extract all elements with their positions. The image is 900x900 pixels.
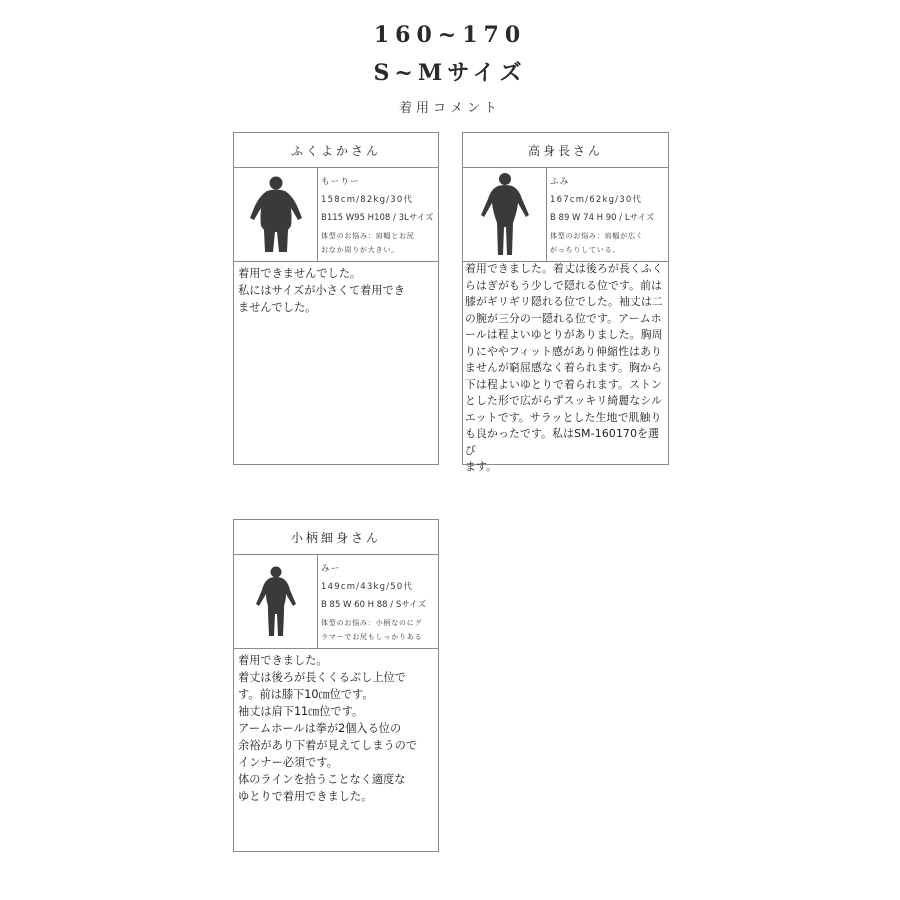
wear-comment: 着用できました。着丈は後ろが長くふく らはぎがもう少しで隠れる位です。前は 膝がギリギリ隠れる位でした。袖丈は二 の腕が三分の一隠れる位です。アームホ ールは程よいゆとりがありました。胸周 りにややフィット感があり伸縮性はあり ませんが窮屈感なく着られます。胸から 下は程よいゆとりで着られます。ストン とした形で広がらずスッキリ綺麗なシル エットです。サラッとした生地で肌触り も良かったです。私はSM-160170を選び ます。	[465, 262, 663, 473]
profile-row	[234, 554, 438, 649]
body-concern-2: がっちりしている。	[550, 246, 621, 254]
body-concern-1: 体型のお悩み：肩幅が広く	[550, 232, 644, 240]
body-concern-1: 体型のお悩み：小柄なのにグ	[321, 619, 423, 627]
reviewer-name: ふみ	[550, 177, 570, 187]
tall-silhouette-icon	[463, 167, 547, 261]
wear-comment: 着用できました。 着丈は後ろが長くくるぶし上位で す。前は膝下10㎝位です。 袖丈は肩下11㎝位です。 アームホールは拳が2個入る位の 余裕があり下着が見えてしまうので インナー必須です。 体のラインを拾うことなく適度な ゆとりで着用できました。	[238, 654, 418, 803]
body-concern-2: ラマーでお尻もしっかりある	[321, 633, 423, 641]
review-card-petite	[233, 519, 439, 852]
reviewer-measurements: B 85 W 60 H 88 / Sサイズ	[321, 600, 427, 610]
reviewer-name: みー	[321, 564, 341, 574]
wear-comment: 着用できませんでした。 私にはサイズが小さくて着用でき ませんでした。	[238, 267, 405, 314]
reviewer-measurements: B 89 W 74 H 90 / Lサイズ	[550, 213, 655, 223]
body-concern-1: 体型のお悩み：肩幅とお尻	[321, 232, 415, 240]
size-range-title: 160~170	[373, 22, 527, 48]
petite-silhouette-icon	[234, 554, 318, 648]
reviewer-stats: 149cm/43kg/50代	[321, 582, 414, 592]
review-card-plus-size	[233, 132, 439, 465]
card-title: 高身長さん	[463, 133, 668, 168]
card-title: ふくよかさん	[234, 133, 438, 168]
section-label: 着用コメント	[398, 101, 501, 116]
reviewer-stats: 158cm/82kg/30代	[321, 195, 414, 205]
profile-row	[463, 167, 668, 262]
profile-info	[321, 173, 436, 257]
profile-info	[321, 560, 436, 644]
size-label-title: S~Mサイズ	[373, 60, 527, 86]
reviewer-stats: 167cm/62kg/30代	[550, 195, 643, 205]
profile-row	[234, 167, 438, 262]
body-concern-2: おなか周りが大きい。	[321, 246, 399, 254]
reviewer-measurements: B115 W95 H108 / 3Lサイズ	[321, 213, 434, 223]
profile-info	[550, 173, 666, 257]
card-title: 小柄細身さん	[234, 520, 438, 555]
review-card-tall	[462, 132, 669, 473]
plus-size-silhouette-icon	[234, 167, 318, 261]
reviewer-name: もーりー	[321, 177, 360, 187]
